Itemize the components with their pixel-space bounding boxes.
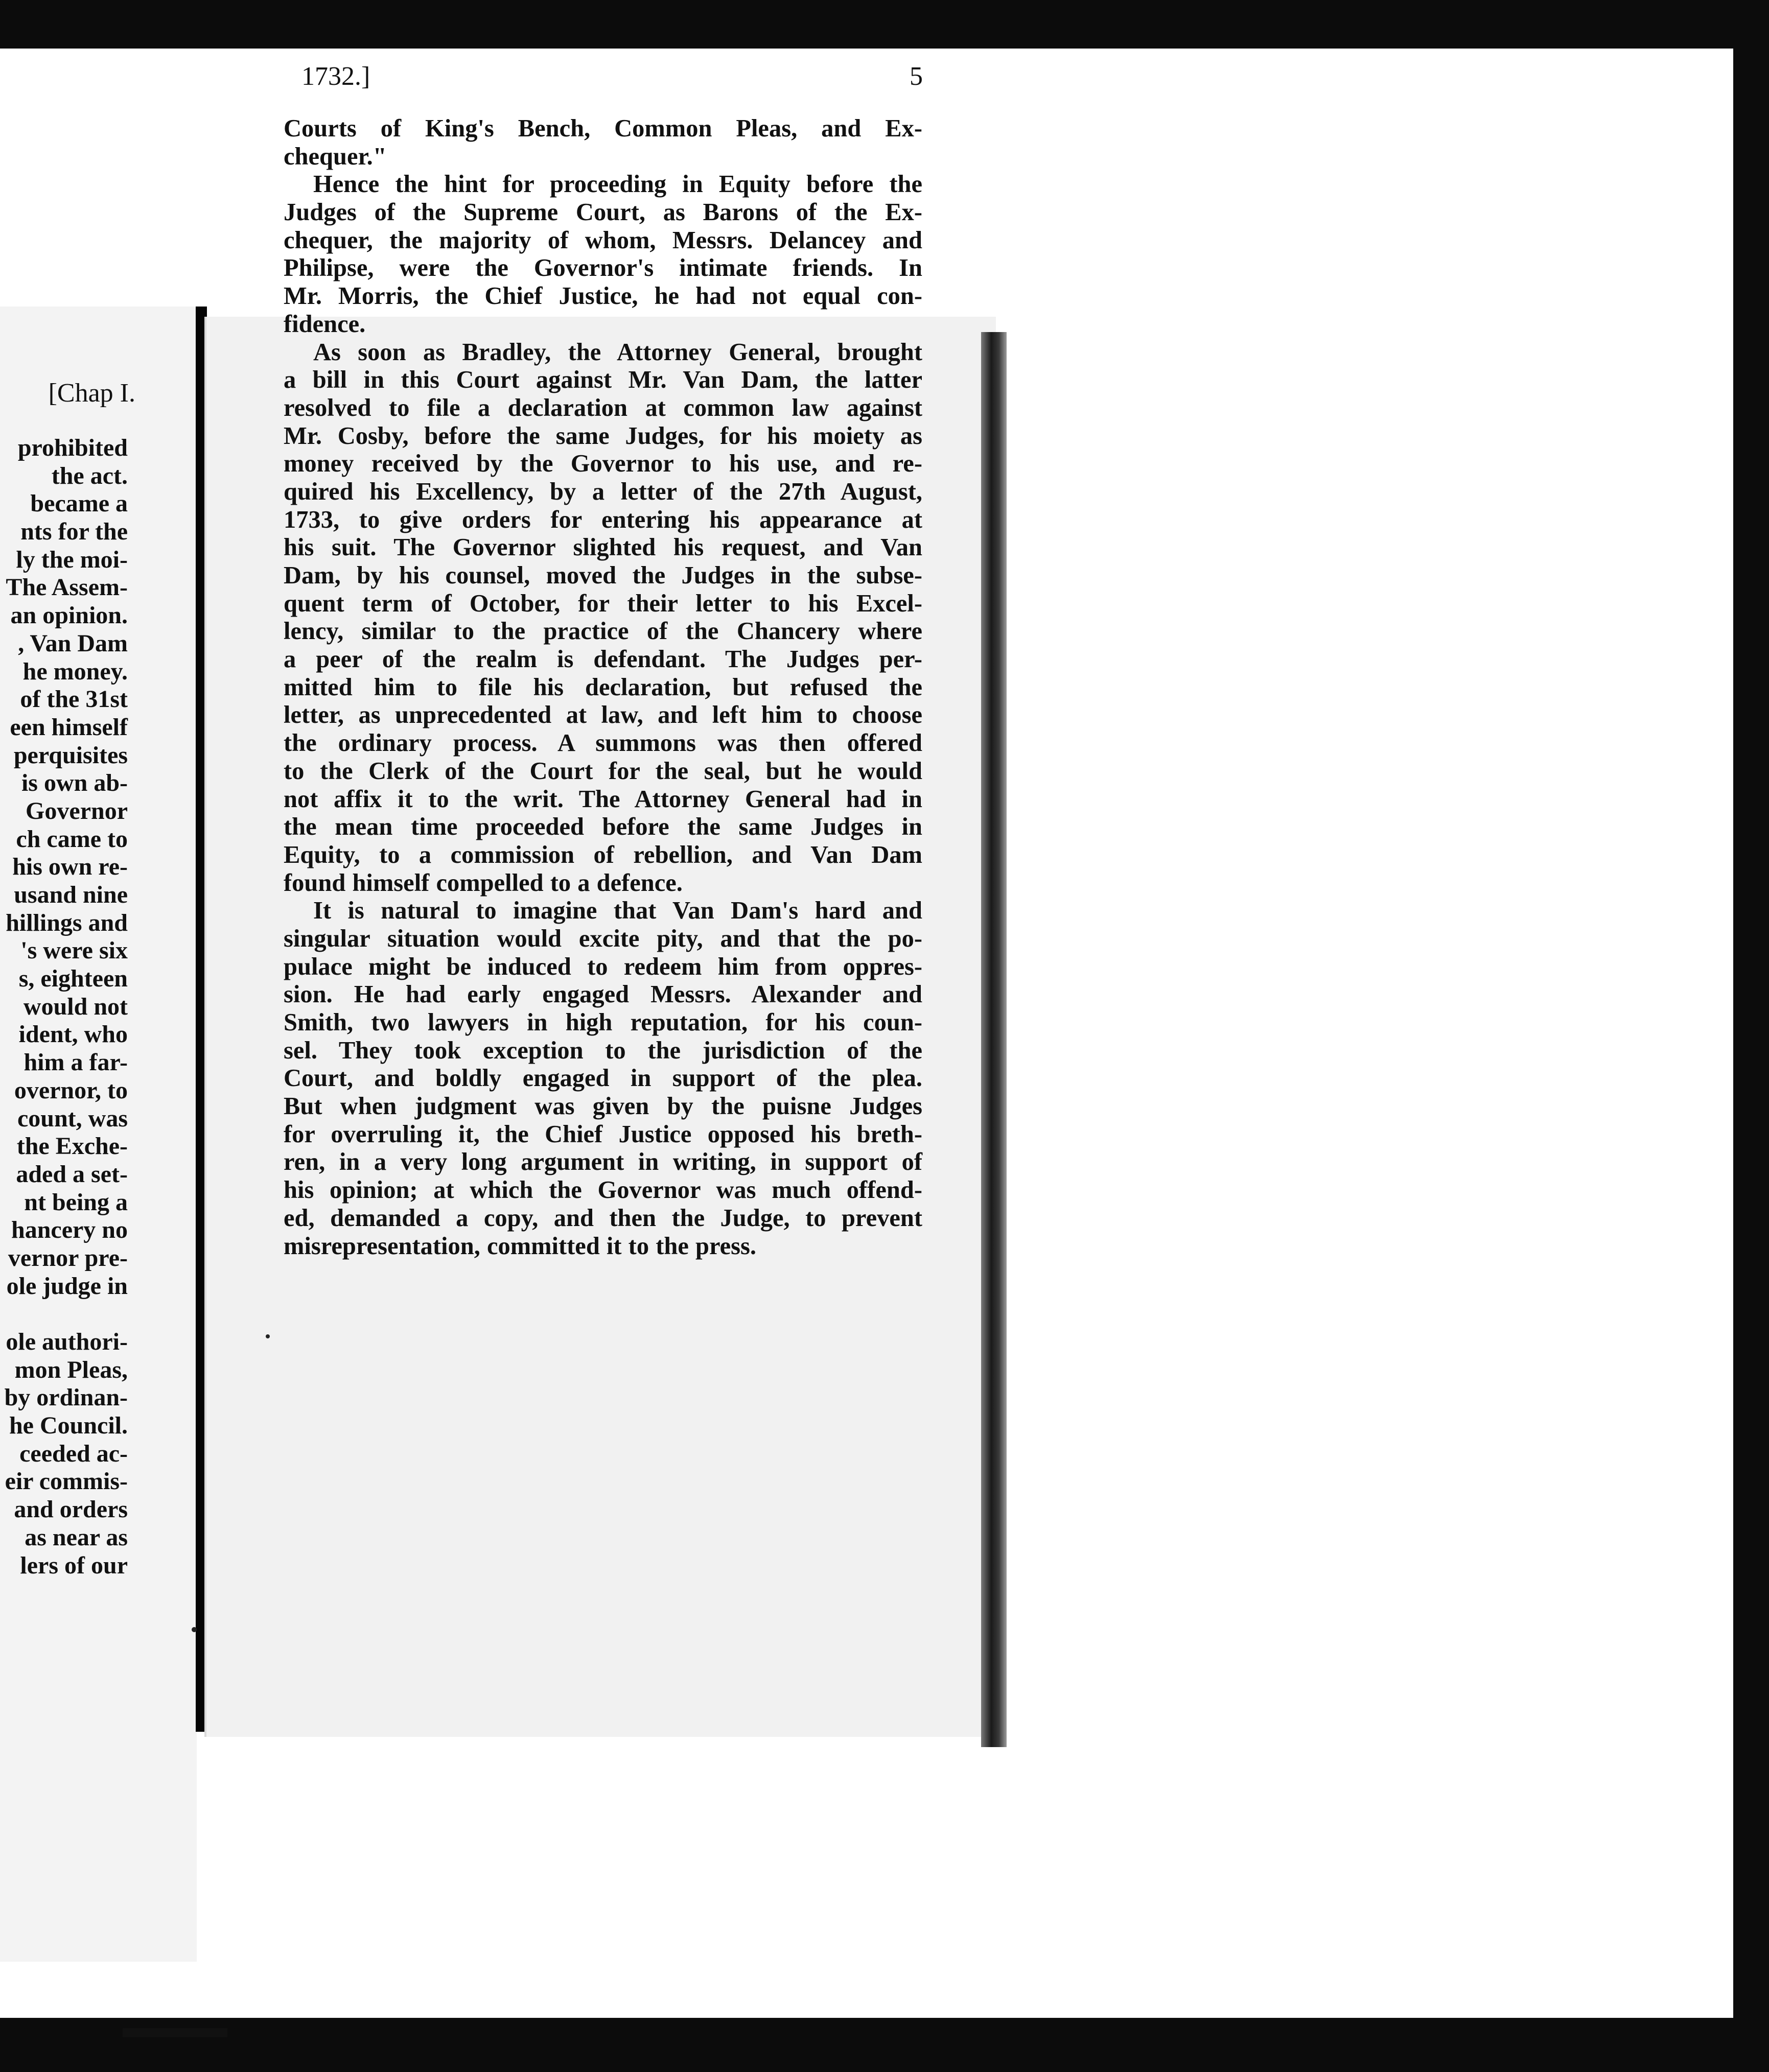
text-line: sel. They took exception to the jurisdiction of the xyxy=(284,1037,922,1064)
left-page-line: 's were six xyxy=(20,937,128,964)
text-line: But when judgment was given by the puisne Judges xyxy=(284,1093,922,1120)
left-page-line: The Assem- xyxy=(6,574,128,601)
text-line: ren, in a very long argument in writing, in support of xyxy=(284,1148,922,1176)
text-line: quent term of October, for their letter to his Excel- xyxy=(284,590,922,617)
paragraph-first-line: Hence the hint for proceeding in Equity before the xyxy=(313,171,922,198)
left-page-line: aded a set- xyxy=(16,1160,128,1188)
text-line: letter, as unprecedented at law, and left him to choose xyxy=(284,701,922,729)
text-line: found himself compelled to a defence. xyxy=(284,869,683,897)
text-line: a bill in this Court against Mr. Van Dam, the latter xyxy=(284,366,922,394)
text-line: not affix it to the writ. The Attorney General had in xyxy=(284,785,922,813)
left-page-line: Governor xyxy=(26,797,128,825)
text-line: his opinion; at which the Governor was much offend- xyxy=(284,1176,922,1204)
text-line: 1733, to give orders for entering his appearance at xyxy=(284,506,922,533)
text-line: the mean time proceeded before the same Judges in xyxy=(284,813,922,841)
right-page-text xyxy=(284,115,922,1260)
left-page-line: nt being a xyxy=(24,1188,128,1216)
right-page-fore-edge xyxy=(981,332,1007,1747)
text-line: Equity, to a commission of rebellion, and Van Dam xyxy=(284,841,922,868)
left-page-line: would not xyxy=(23,993,128,1020)
text-line: misrepresentation, committed it to the press. xyxy=(284,1232,757,1260)
left-page-line: ident, who xyxy=(18,1021,128,1048)
left-page-line: een himself xyxy=(10,713,128,741)
left-page-line: s, eighteen xyxy=(18,965,128,993)
text-line: pulace might be induced to redeem him from oppres- xyxy=(284,953,922,980)
left-page-line: is own ab- xyxy=(21,769,128,797)
text-line: lency, similar to the practice of the Chancery where xyxy=(284,618,922,645)
text-line: for overruling it, the Chief Justice opposed his breth- xyxy=(284,1120,922,1148)
left-page-line: ole authori- xyxy=(6,1328,128,1355)
left-page-text xyxy=(0,434,128,1580)
ink-speck xyxy=(192,1627,197,1632)
text-line: quired his Excellency, by a letter of the 27th August, xyxy=(284,478,922,505)
text-line: to the Clerk of the Court for the seal, but he would xyxy=(284,757,922,785)
left-page-line: mon Pleas, xyxy=(14,1356,128,1383)
text-line: a peer of the realm is defendant. The Judges per- xyxy=(284,646,922,673)
left-page-line: hancery no xyxy=(11,1216,128,1244)
running-head-date: 1732.] xyxy=(301,62,370,91)
left-page-line: as near as xyxy=(25,1523,128,1551)
scan-frame-right-border xyxy=(1733,41,1769,2033)
left-page-line: ly the moi- xyxy=(16,546,128,573)
text-line: Court, and boldly engaged in support of the plea. xyxy=(284,1065,922,1092)
text-line: money received by the Governor to his use, and re- xyxy=(284,450,922,478)
left-page-line: count, was xyxy=(17,1104,128,1132)
ink-speck xyxy=(266,1334,270,1338)
text-line: Smith, two lawyers in high reputation, for his coun- xyxy=(284,1009,922,1036)
left-page-line: by ordinan- xyxy=(4,1384,128,1411)
text-line: Philipse, were the Governor's intimate friends. In xyxy=(284,254,922,282)
left-page-line: and orders xyxy=(14,1496,128,1523)
page-number: 5 xyxy=(910,62,923,91)
left-page-line: the Exche- xyxy=(16,1133,128,1160)
text-line: chequer, the majority of whom, Messrs. Delancey and xyxy=(284,226,922,254)
text-line: chequer." xyxy=(284,143,387,170)
left-page-line: of the 31st xyxy=(20,686,128,713)
left-page-line: nts for the xyxy=(20,518,128,546)
left-page-line: perquisites xyxy=(13,741,128,769)
left-page-line: became a xyxy=(30,490,128,517)
left-page-line: him a far- xyxy=(24,1049,128,1076)
text-line: his suit. The Governor slighted his request, and Van xyxy=(284,534,922,561)
left-page-line: the act. xyxy=(51,462,128,489)
text-line: Mr. Morris, the Chief Justice, he had not equal con- xyxy=(284,282,922,310)
left-page-line: an opinion. xyxy=(10,602,128,629)
left-page-line: his own re- xyxy=(12,853,128,881)
left-page-line xyxy=(0,1300,128,1328)
text-line: ed, demanded a copy, and then the Judge, to prevent xyxy=(284,1204,922,1232)
left-page-line: usand nine xyxy=(14,881,128,908)
scan-frame-top-border xyxy=(0,0,1769,49)
left-page-line: he money. xyxy=(22,657,128,685)
paragraph-first-line: It is natural to imagine that Van Dam's hard and xyxy=(313,897,922,925)
left-page-line: lers of our xyxy=(20,1551,128,1579)
scan-frame-bottom-border xyxy=(0,2018,1769,2072)
text-line: the ordinary process. A summons was then offered xyxy=(284,729,922,757)
text-line: singular situation would excite pity, and that the po- xyxy=(284,925,922,952)
left-page-line: ch came to xyxy=(16,825,128,853)
text-line: Dam, by his counsel, moved the Judges in the subse- xyxy=(284,562,922,589)
text-line: Courts of King's Bench, Common Pleas, and Ex- xyxy=(284,115,922,142)
left-page-running-head: [Chap I. xyxy=(48,379,135,408)
left-page-line: eir commis- xyxy=(5,1468,128,1495)
left-page-line: he Council. xyxy=(9,1412,128,1440)
text-line: Judges of the Supreme Court, as Barons of the Ex- xyxy=(284,199,922,226)
left-page-bottom-edge xyxy=(123,2028,227,2037)
text-line: mitted him to file his declaration, but refused the xyxy=(284,673,922,701)
text-line: resolved to file a declaration at common law against xyxy=(284,394,922,421)
text-line: sion. He had early engaged Messrs. Alexander and xyxy=(284,981,922,1008)
left-page-line: hillings and xyxy=(6,909,128,936)
left-page-line: ole judge in xyxy=(6,1272,128,1300)
left-page-line: vernor pre- xyxy=(8,1244,128,1272)
left-page-line: , Van Dam xyxy=(18,629,128,657)
left-page-line: overnor, to xyxy=(14,1076,128,1104)
text-line: fidence. xyxy=(284,310,366,338)
paragraph-first-line: As soon as Bradley, the Attorney General, brought xyxy=(313,338,922,366)
left-page-line: ceeded ac- xyxy=(19,1440,128,1467)
left-page-line: prohibited xyxy=(17,434,128,461)
text-line: Mr. Cosby, before the same Judges, for his moiety as xyxy=(284,422,922,450)
left-page xyxy=(0,307,197,2072)
